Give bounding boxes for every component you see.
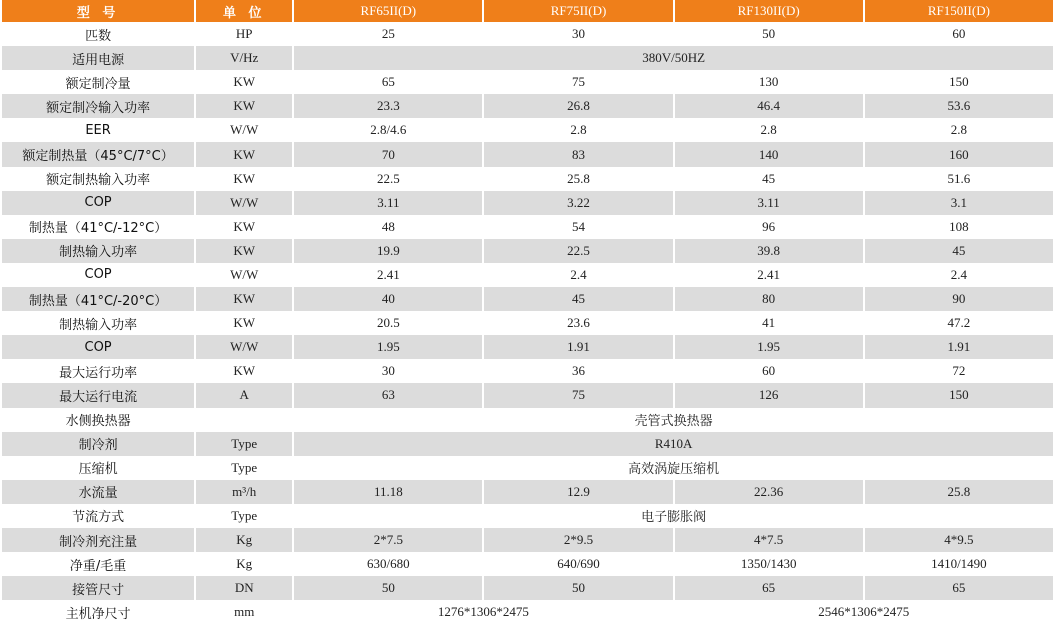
- row-value: 25: [294, 22, 482, 46]
- row-label: 适用电源: [2, 46, 194, 70]
- row-unit: Type: [196, 432, 292, 456]
- row-value: 83: [484, 142, 672, 166]
- row-value: 25.8: [865, 480, 1053, 504]
- row-value: 1.91: [484, 335, 672, 359]
- row-value: 108: [865, 215, 1053, 239]
- row-value: 160: [865, 142, 1053, 166]
- table-row: [2, 600, 1053, 624]
- row-label: 额定制热量（45°C/7°C）: [2, 142, 194, 166]
- row-value: 22.5: [484, 239, 672, 263]
- row-value: 140: [675, 142, 863, 166]
- row-value: 63: [294, 383, 482, 407]
- row-value: 65: [294, 70, 482, 94]
- row-value: 1.95: [294, 335, 482, 359]
- row-value-span: 电子膨胀阀: [294, 504, 1053, 528]
- row-value: 23.3: [294, 94, 482, 118]
- row-value-span: 高效涡旋压缩机: [294, 456, 1053, 480]
- row-value: 4*9.5: [865, 528, 1053, 552]
- row-value: 1410/1490: [865, 552, 1053, 576]
- row-unit: KW: [196, 287, 292, 311]
- row-value: 3.22: [484, 191, 672, 215]
- row-unit: KW: [196, 359, 292, 383]
- row-value: 2.41: [675, 263, 863, 287]
- row-value: 50: [675, 22, 863, 46]
- row-value: 39.8: [675, 239, 863, 263]
- row-value-span: 壳管式换热器: [294, 408, 1053, 432]
- table-row: [2, 480, 1053, 504]
- header-row: [2, 0, 1053, 22]
- row-label: 制冷剂充注量: [2, 528, 194, 552]
- row-value: 75: [484, 70, 672, 94]
- row-label: 额定制冷量: [2, 70, 194, 94]
- row-value: 65: [675, 576, 863, 600]
- row-unit: W/W: [196, 118, 292, 142]
- row-value: 30: [484, 22, 672, 46]
- row-value: 75: [484, 383, 672, 407]
- row-label: 净重/毛重: [2, 552, 194, 576]
- row-label: 匹数: [2, 22, 194, 46]
- row-value: 60: [675, 359, 863, 383]
- row-value: 2*9.5: [484, 528, 672, 552]
- row-value: 20.5: [294, 311, 482, 335]
- row-value: 26.8: [484, 94, 672, 118]
- row-value: 2.8: [484, 118, 672, 142]
- row-unit: HP: [196, 22, 292, 46]
- table-row: [2, 335, 1053, 359]
- table-row: [2, 432, 1053, 456]
- row-value: 3.1: [865, 191, 1053, 215]
- row-unit: V/Hz: [196, 46, 292, 70]
- header-model-3: RF130II(D): [675, 0, 863, 22]
- table-row: [2, 504, 1053, 528]
- table-row: [2, 552, 1053, 576]
- row-value: 126: [675, 383, 863, 407]
- row-unit: W/W: [196, 335, 292, 359]
- row-value: 12.9: [484, 480, 672, 504]
- header-model-2: RF75II(D): [484, 0, 672, 22]
- row-value: 4*7.5: [675, 528, 863, 552]
- table-row: [2, 263, 1053, 287]
- row-value: 72: [865, 359, 1053, 383]
- row-label: 额定制冷输入功率: [2, 94, 194, 118]
- row-label: 制热量（41°C/-20°C）: [2, 287, 194, 311]
- row-label: 额定制热输入功率: [2, 167, 194, 191]
- row-value: 2.8: [675, 118, 863, 142]
- row-unit: KW: [196, 239, 292, 263]
- row-value: 36: [484, 359, 672, 383]
- table-row: [2, 167, 1053, 191]
- row-value: 45: [865, 239, 1053, 263]
- row-value: 48: [294, 215, 482, 239]
- row-value: 54: [484, 215, 672, 239]
- row-value: 130: [675, 70, 863, 94]
- row-value: 23.6: [484, 311, 672, 335]
- row-value: 45: [484, 287, 672, 311]
- row-value: 25.8: [484, 167, 672, 191]
- row-unit: KW: [196, 311, 292, 335]
- row-value: 1.95: [675, 335, 863, 359]
- row-value-span: 380V/50HZ: [294, 46, 1053, 70]
- row-unit: DN: [196, 576, 292, 600]
- row-label: 最大运行功率: [2, 359, 194, 383]
- row-value: 22.5: [294, 167, 482, 191]
- row-label: 主机净尺寸: [2, 600, 194, 624]
- header-model-4: RF150II(D): [865, 0, 1053, 22]
- row-unit: KW: [196, 167, 292, 191]
- row-label: COP: [2, 263, 194, 287]
- row-unit: W/W: [196, 263, 292, 287]
- table-row: [2, 383, 1053, 407]
- row-value: 50: [484, 576, 672, 600]
- row-value-pair: 1276*1306*2475: [294, 600, 672, 624]
- row-label: 接管尺寸: [2, 576, 194, 600]
- row-value-span: R410A: [294, 432, 1053, 456]
- row-unit: Type: [196, 504, 292, 528]
- row-value: 47.2: [865, 311, 1053, 335]
- row-value: 640/690: [484, 552, 672, 576]
- table-row: [2, 408, 1053, 432]
- table-row: [2, 70, 1053, 94]
- row-value: 2.8: [865, 118, 1053, 142]
- row-label: 压缩机: [2, 456, 194, 480]
- row-value: 630/680: [294, 552, 482, 576]
- row-value: 2.8/4.6: [294, 118, 482, 142]
- row-value: 2*7.5: [294, 528, 482, 552]
- row-unit: W/W: [196, 191, 292, 215]
- row-value: 53.6: [865, 94, 1053, 118]
- row-value: 50: [294, 576, 482, 600]
- row-value: 3.11: [675, 191, 863, 215]
- row-value: 3.11: [294, 191, 482, 215]
- row-label: 最大运行电流: [2, 383, 194, 407]
- row-label: 制热输入功率: [2, 239, 194, 263]
- row-value: 96: [675, 215, 863, 239]
- row-value: 19.9: [294, 239, 482, 263]
- table-row: [2, 528, 1053, 552]
- row-label: 水侧换热器: [2, 408, 194, 432]
- row-value-pair: 2546*1306*2475: [675, 600, 1053, 624]
- row-value: 70: [294, 142, 482, 166]
- row-unit: [196, 408, 292, 432]
- table-row: [2, 191, 1053, 215]
- row-value: 2.4: [865, 263, 1053, 287]
- header-model: 型 号: [2, 0, 194, 22]
- row-label: 制热量（41°C/-12°C）: [2, 215, 194, 239]
- row-value: 150: [865, 70, 1053, 94]
- table-row: [2, 311, 1053, 335]
- row-value: 41: [675, 311, 863, 335]
- row-unit: KW: [196, 70, 292, 94]
- row-label: COP: [2, 335, 194, 359]
- row-value: 2.4: [484, 263, 672, 287]
- row-unit: A: [196, 383, 292, 407]
- table-row: [2, 456, 1053, 480]
- row-value: 65: [865, 576, 1053, 600]
- table-row: [2, 118, 1053, 142]
- table-row: [2, 22, 1053, 46]
- row-value: 80: [675, 287, 863, 311]
- row-value: 60: [865, 22, 1053, 46]
- row-unit: m³/h: [196, 480, 292, 504]
- row-label: 制冷剂: [2, 432, 194, 456]
- row-unit: Kg: [196, 552, 292, 576]
- table-row: [2, 46, 1053, 70]
- header-model-1: RF65II(D): [294, 0, 482, 22]
- table-row: [2, 94, 1053, 118]
- row-unit: KW: [196, 94, 292, 118]
- row-label: 水流量: [2, 480, 194, 504]
- row-value: 150: [865, 383, 1053, 407]
- row-label: 节流方式: [2, 504, 194, 528]
- row-value: 45: [675, 167, 863, 191]
- table-row: [2, 359, 1053, 383]
- row-unit: Kg: [196, 528, 292, 552]
- row-value: 40: [294, 287, 482, 311]
- spec-body: [2, 22, 1053, 624]
- row-unit: mm: [196, 600, 292, 624]
- table-row: [2, 287, 1053, 311]
- row-value: 1350/1430: [675, 552, 863, 576]
- row-unit: KW: [196, 142, 292, 166]
- row-value: 46.4: [675, 94, 863, 118]
- row-value: 22.36: [675, 480, 863, 504]
- row-label: EER: [2, 118, 194, 142]
- row-value: 51.6: [865, 167, 1053, 191]
- row-unit: KW: [196, 215, 292, 239]
- row-unit: Type: [196, 456, 292, 480]
- row-label: COP: [2, 191, 194, 215]
- row-label: 制热输入功率: [2, 311, 194, 335]
- table-row: [2, 142, 1053, 166]
- table-row: [2, 215, 1053, 239]
- header-unit: 单 位: [196, 0, 292, 22]
- row-value: 1.91: [865, 335, 1053, 359]
- table-row: [2, 239, 1053, 263]
- row-value: 11.18: [294, 480, 482, 504]
- row-value: 2.41: [294, 263, 482, 287]
- row-value: 30: [294, 359, 482, 383]
- table-row: [2, 576, 1053, 600]
- row-value: 90: [865, 287, 1053, 311]
